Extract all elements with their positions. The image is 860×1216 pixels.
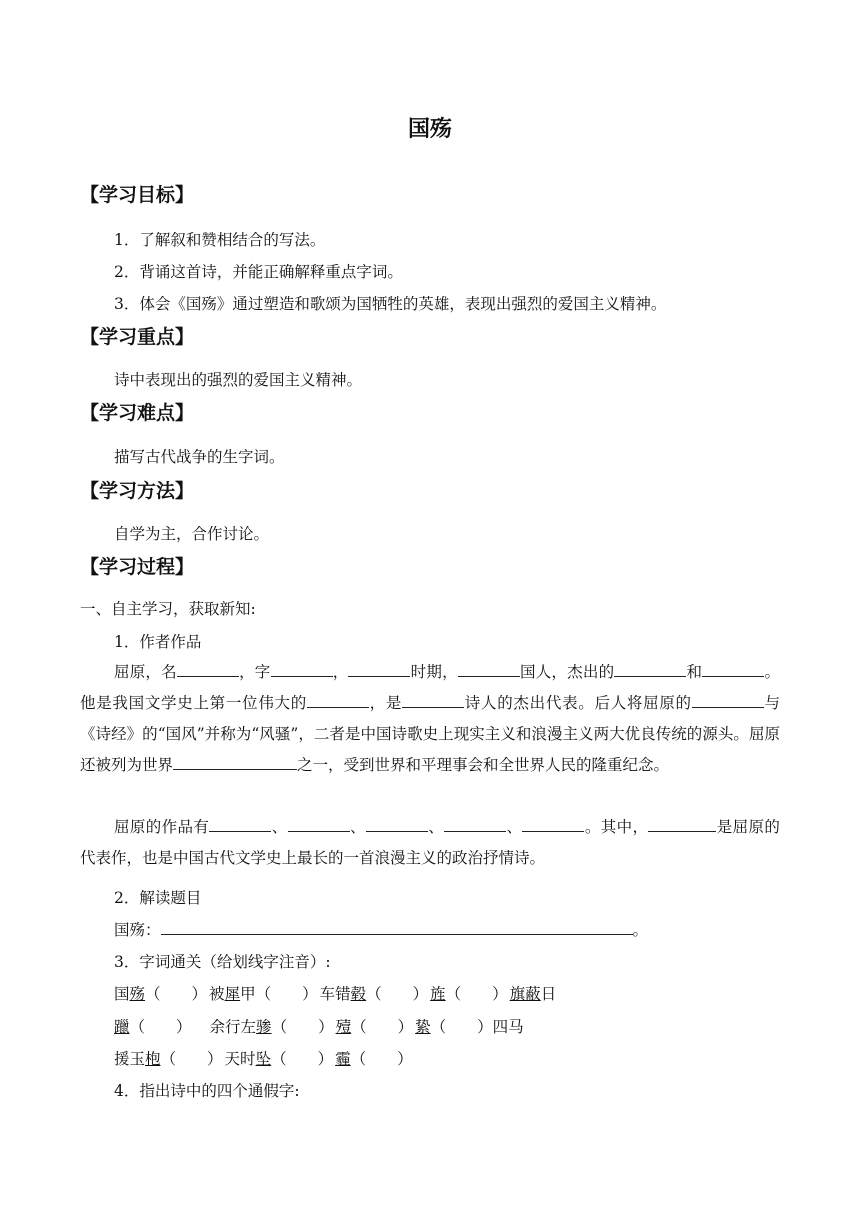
author-text: 诗人的杰出代表。后人将屈原的	[464, 694, 692, 712]
pinyin-blank[interactable]: 甲（ ）	[240, 985, 318, 1003]
pinyin-blank[interactable]: （ ）	[271, 1050, 334, 1068]
vocab-underlined: 殇	[129, 985, 146, 1003]
vocab-row-2	[114, 1015, 526, 1037]
item2-title: 2．解读题目	[114, 889, 202, 907]
author-text: 。他是我国文学史上第一位伟大的	[80, 663, 780, 712]
item1-title: 1．作者作品	[114, 633, 202, 651]
vocab-item: 国殇（ ）	[114, 985, 208, 1003]
blank-world-title[interactable]	[173, 754, 297, 770]
author-text: 国人，杰出的	[519, 663, 615, 681]
vocab-item	[336, 1018, 414, 1036]
key-heading: 【学习重点】	[80, 326, 195, 348]
pinyin-blank[interactable]: （ ）	[350, 1050, 413, 1068]
blank-courtesy-name[interactable]	[271, 661, 333, 677]
key-text: 诗中表现出的强烈的爱国主义精神。	[114, 371, 363, 389]
vocab-underlined: 旌	[430, 985, 446, 1003]
process-heading: 【学习过程】	[80, 556, 195, 578]
item2-end: 。	[632, 921, 649, 939]
difficult-text: 描写古代战争的生字词。	[114, 448, 285, 466]
vocab-row-3	[114, 1047, 415, 1069]
blank-poet-type[interactable]	[402, 692, 464, 708]
vocab-item	[415, 1018, 524, 1036]
author-paragraph	[80, 657, 780, 781]
vocab-underlined: 霾	[335, 1050, 351, 1068]
blank-work-5[interactable]	[522, 816, 584, 832]
works-text: 。其中，	[584, 818, 649, 836]
pinyin-blank[interactable]: （ ）	[351, 1018, 414, 1036]
vocab-item	[430, 985, 508, 1003]
blank-great-title[interactable]	[307, 692, 369, 708]
vocab-item: 天时坠（ ）	[224, 1050, 334, 1068]
blank-period[interactable]	[348, 661, 410, 677]
difficult-heading: 【学习难点】	[80, 402, 195, 424]
vocab-underlined: 骖	[256, 1018, 272, 1036]
goal-item-3: 3．体会《国殇》通过塑造和歌颂为国牺牲的英雄，表现出强烈的爱国主义精神。	[114, 295, 667, 313]
vocab-item: 车错毂（ ）	[319, 985, 429, 1003]
pinyin-blank[interactable]: （ ）四马	[430, 1018, 524, 1036]
vocab-underlined: 絷	[415, 1018, 431, 1036]
vocab-underlined: 毂	[350, 985, 367, 1003]
blank-name[interactable]	[177, 661, 239, 677]
item2-label: 国殇：	[114, 921, 161, 939]
blank-masterpiece[interactable]	[648, 816, 716, 832]
blank-work-3[interactable]	[366, 816, 428, 832]
blank-work-1[interactable]	[209, 816, 271, 832]
vocab-row-1	[114, 982, 558, 1004]
separator: 、	[271, 818, 288, 836]
vocab-underlined: 枹	[145, 1050, 161, 1068]
vocab-item: 被犀甲（ ）	[209, 985, 318, 1003]
vocab-underlined: 殪	[335, 1018, 352, 1036]
pinyin-blank[interactable]: （ ）	[129, 1018, 192, 1036]
goal-item-2: 2．背诵这首诗，并能正确解释重点字词。	[114, 263, 403, 281]
vocab-underlined: 旗蔽	[509, 985, 541, 1003]
author-text: 与《诗经》的“国风”并称为“风骚”，二者是中国诗歌史上现实主义和浪漫主义两大优良传统的源头。屈原还被列为世界	[80, 694, 780, 774]
vocab-underlined: 坠	[255, 1050, 272, 1068]
vocab-item	[335, 1050, 413, 1068]
goals-heading: 【学习目标】	[80, 184, 195, 206]
blank-role-1[interactable]	[614, 661, 686, 677]
item2-row	[114, 918, 648, 940]
item4-title: 4．指出诗中的四个通假字:	[114, 1082, 300, 1100]
method-heading: 【学习方法】	[80, 480, 195, 502]
pinyin-blank[interactable]: （ ）	[160, 1050, 223, 1068]
pinyin-blank[interactable]: （ ）	[145, 985, 208, 1003]
author-text: ，	[332, 663, 349, 681]
vocab-item	[114, 1018, 192, 1036]
author-text: 时期，	[410, 663, 458, 681]
author-text: 和	[686, 663, 703, 681]
vocab-item: 援玉枹（ ）	[114, 1050, 223, 1068]
works-paragraph	[80, 812, 780, 874]
author-text: 之一，受到世界和平理事会和全世界人民的隆重纪念。	[297, 756, 670, 774]
blank-title-meaning[interactable]	[161, 919, 633, 935]
vocab-item: 余行左骖（ ）	[209, 1018, 334, 1036]
author-text: ，字	[238, 663, 271, 681]
blank-state[interactable]	[458, 661, 520, 677]
vocab-item: 旗蔽日	[509, 985, 557, 1003]
method-text: 自学为主，合作讨论。	[114, 525, 270, 543]
separator: 、	[349, 818, 366, 836]
works-text: 是屈原的代表作，也是中国古代文学史上最长的一首浪漫主义的政治抒情诗。	[80, 818, 780, 867]
item3-title: 3．字词通关（给划线字注音）:	[114, 953, 331, 971]
blank-role-2[interactable]	[702, 661, 764, 677]
vocab-underlined: 躐	[114, 1018, 130, 1036]
blank-work-4[interactable]	[444, 816, 506, 832]
pinyin-blank[interactable]: （ ）	[445, 985, 508, 1003]
blank-work[interactable]	[692, 692, 764, 708]
blank-work-2[interactable]	[288, 816, 350, 832]
part1-heading: 一、自主学习，获取新知:	[80, 600, 256, 618]
separator: 、	[427, 818, 445, 836]
separator: 、	[506, 818, 523, 836]
page-title: 国殇	[407, 117, 452, 142]
pinyin-blank[interactable]: （ ）	[366, 985, 429, 1003]
works-text: 屈原的作品有	[114, 818, 210, 836]
pinyin-blank[interactable]: （ ）	[271, 1018, 334, 1036]
author-text: 屈原，名	[114, 663, 177, 681]
author-text: ，是	[368, 694, 403, 712]
goal-item-1: 1．了解叙和赞相结合的写法。	[114, 231, 326, 249]
vocab-underlined: 犀	[224, 985, 241, 1003]
